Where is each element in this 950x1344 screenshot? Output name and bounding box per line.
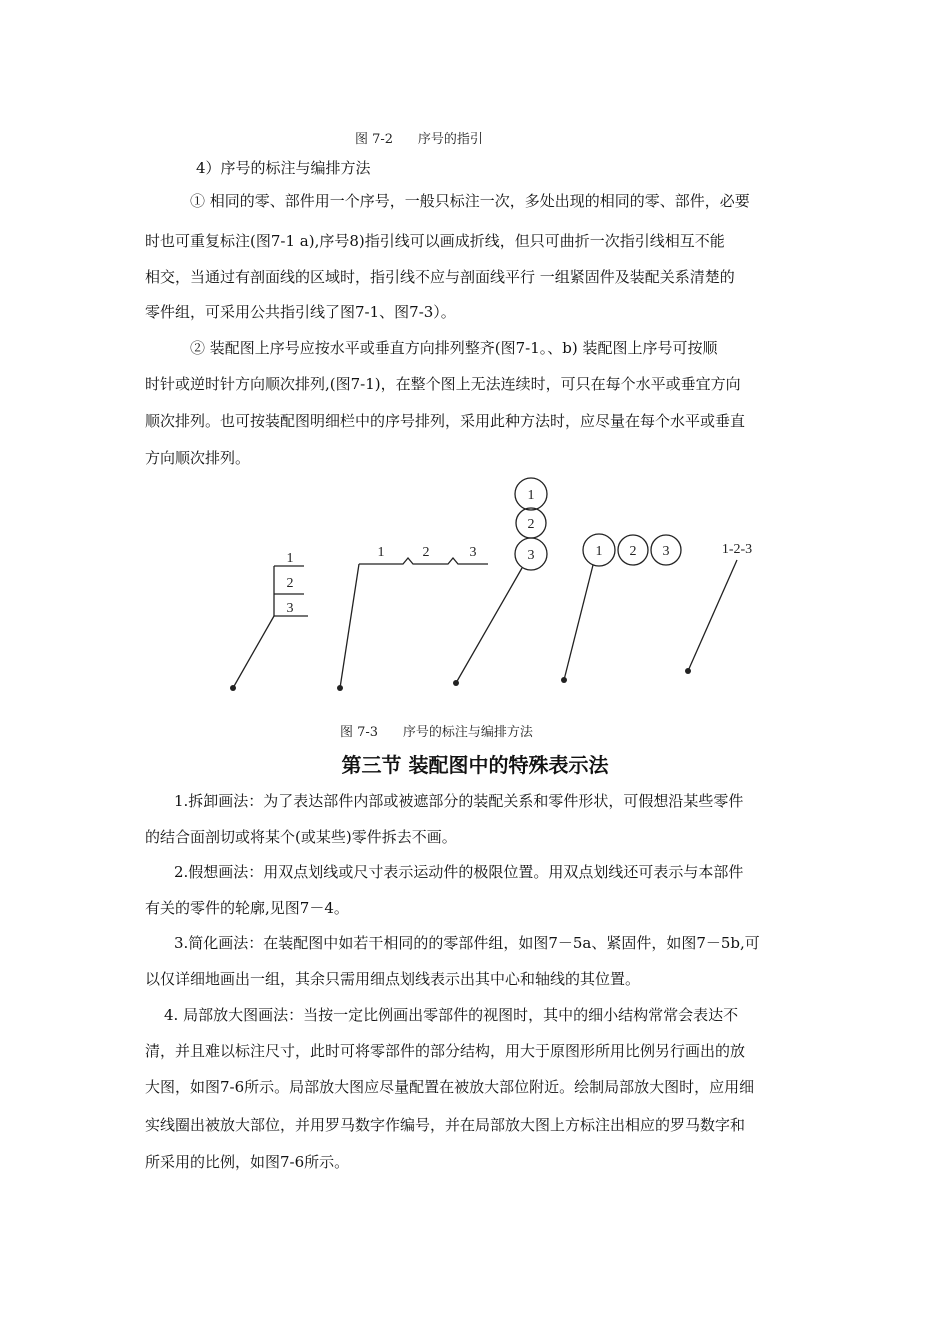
item2-line-1: 2.假想画法：用双点划线或尺寸表示运动件的极限位置。用双点划线还可表示与本部件 — [174, 863, 744, 881]
horizontal-balloon-3: 3 — [662, 544, 670, 559]
item3-line-1: 3.简化画法：在装配图中如若干相同的的零部件组，如图7－5a、紧固件，如图7－5b,可 — [174, 934, 760, 952]
figure-7-2-caption: 图 7-2 序号的指引 — [355, 132, 483, 147]
zigzag-label-1: 1 — [377, 545, 385, 560]
item4-line-5: 所采用的比例，如图7-6所示。 — [145, 1153, 350, 1171]
para1-line-4: 零件组，可采用公共指引线了图7-1、图7-3）。 — [145, 303, 456, 321]
zigzag-label-3: 3 — [469, 545, 477, 560]
item4-line-3: 大图，如图7-6所示。局部放大图应尽量配置在被放大部位附近。绘制局部放大图时，应用细 — [145, 1078, 755, 1096]
item4-line-1: 4. 局部放大图画法：当按一定比例画出零部件的视图时，其中的细小结构常常会表达不 — [164, 1006, 739, 1024]
box-label-3: 3 — [286, 601, 294, 616]
para1-line-1: ① 相同的零、部件用一个序号，一般只标注一次，多处出现的相同的零、部件，必要 — [190, 192, 750, 210]
section-heading: 第三节 装配图中的特殊表示法 — [341, 753, 609, 777]
dash-label: 1-2-3 — [721, 542, 753, 557]
box-label-2: 2 — [286, 576, 294, 591]
para1-line-3: 相交，当通过有剖面线的区域时，指引线不应与剖面线平行 一组紧固件及装配关系清楚的 — [145, 268, 735, 286]
vertical-balloon-1: 1 — [527, 488, 535, 503]
para1-line-2: 时也可重复标注(图7-1 a),序号8)指引线可以画成折线，但只可曲折一次指引线相互不能 — [145, 232, 725, 250]
item4-line-2: 清，并且难以标注尺寸，此时可将零部件的部分结构，用大于原图形所用比例另行画出的放 — [145, 1042, 746, 1060]
horizontal-balloon-1: 1 — [595, 544, 603, 559]
vertical-balloon-3: 3 — [527, 548, 535, 563]
para2-line-3: 顺次排列。也可按装配图明细栏中的序号排列，采用此种方法时，应尽量在每个水平或垂直 — [145, 412, 746, 430]
figure-7-3-drawing — [210, 476, 770, 708]
item3-line-2: 以仅详细地画出一组，其余只需用细点划线表示出其中心和轴线的其位置。 — [145, 970, 641, 988]
item1-line-2: 的结合面剖切或将某个(或某些)零件拆去不画。 — [145, 828, 457, 846]
item2-line-2: 有关的零件的轮廓,见图7－4。 — [145, 899, 349, 917]
vertical-balloon-2: 2 — [527, 517, 535, 532]
section-4-title: 4）序号的标注与编排方法 — [196, 159, 371, 177]
box-label-1: 1 — [286, 551, 294, 566]
item4-line-4: 实线圈出被放大部位，并用罗马数字作编号，并在局部放大图上方标注出相应的罗马数字和 — [145, 1116, 746, 1134]
figure-7-3-caption: 图 7-3 序号的标注与编排方法 — [340, 725, 533, 740]
para2-line-4: 方向顺次排列。 — [145, 449, 251, 467]
item1-line-1: 1.拆卸画法：为了表达部件内部或被遮部分的装配关系和零件形状，可假想沿某些零件 — [174, 792, 744, 810]
para2-line-2: 时针或逆时针方向顺次排列,(图7-1)，在整个图上无法连续时，可只在每个水平或垂宜方向 — [145, 375, 741, 393]
horizontal-balloon-2: 2 — [629, 544, 637, 559]
para2-line-1: ② 装配图上序号应按水平或垂直方向排列整齐(图7-1。、b) 装配图上序号可按顺 — [190, 339, 718, 357]
zigzag-label-2: 2 — [422, 545, 430, 560]
